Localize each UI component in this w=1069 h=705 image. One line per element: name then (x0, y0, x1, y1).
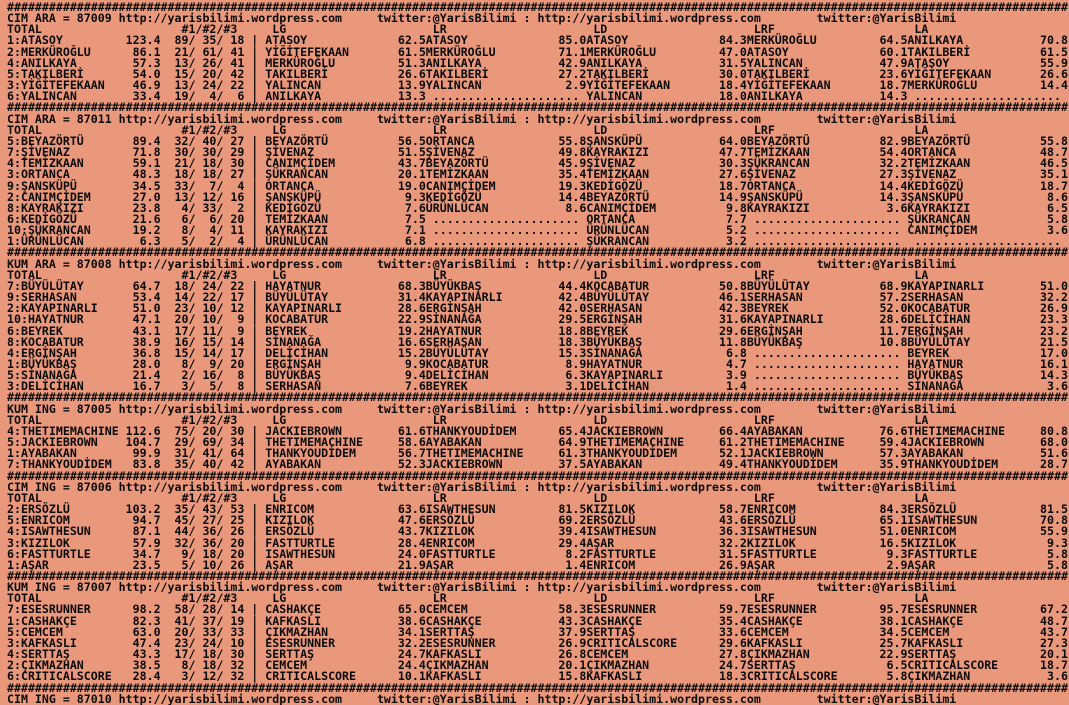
race-section-87011 (7, 102, 1069, 247)
race-section-87005 (7, 392, 1069, 470)
section-header-line: KUM ING = 87007 http://yarisbilimi.wordpress.com twitter:@YarisBilimi : http://yarisbilimi.wordpress.com twitter:@YarisBilimi (7, 580, 957, 595)
data-row: 5:TAKILBERİ 54.0 15/ 20/ 42 | TAKILBERİ 26.6TAKILBERİ 27.2TAKILBERİ 30.0TAKILBERİ 23.6YİĞİTEFEKAAN 26.6 (7, 66, 1068, 81)
data-row: 5:JACKIEBROWN 104.7 29/ 69/ 34 | THETIMEMACHINE 58.6AYABAKAN 64.9THETIMEMACHINE 61.2THETIMEMACHINE 59.4JACKIEBROWN 68.0 (7, 435, 1068, 450)
separator-line: ######################################################################################################################################################## (7, 0, 1068, 14)
data-row: 7:ESESRUNNER 98.2 58/ 28/ 14 | CASHAKÇE 65.0CEMCEM 58.3ESESRUNNER 59.7ESESRUNNER 95.7ESESRUNNER 67.2 (7, 602, 1068, 617)
race-section-87009 (7, 2, 1069, 102)
data-row: 9:ŞANSKÜPÜ 34.5 33/ 7/ 4 | ORTANCA 19.0CANIMÇİDEM 19.3KEDİGÖZÜ 18.7ORTANCA 14.4KEDİGÖZÜ 18.7 (7, 178, 1068, 193)
data-row: 6:CRITICALSCORE 28.4 3/ 12/ 32 | CRITICALSCORE 10.1KAFKASLI 15.8KAFKASLI 18.3CRITICALSCORE 5.8ÇIKMAZHAN 3.6 (7, 669, 1068, 684)
section-header-line: CIM ARA = 87011 http://yarisbilimi.wordpress.com twitter:@YarisBilimi : http://yarisbilimi.wordpress.com twitter:@YarisBilimi (7, 111, 957, 126)
race-section-87007 (7, 568, 1069, 684)
data-row: 4:ISAWTHESUN 87.1 44/ 36/ 26 | ERSÖZLÜ 43.7KIZILOK 39.4ISAWTHESUN 36.3ISAWTHESUN 51.0ENRICOM 55.9 (7, 524, 1068, 539)
data-row: 7:BÜYÜLÜTAY 64.7 18/ 24/ 22 | HAYATNUR 68.3BÜYÜKBAŞ 44.4KOCABATUR 50.8BÜYÜLÜTAY 68.9KAYAPINARLI 51.0 (7, 278, 1068, 293)
data-row: 8:KOCABATUR 38.9 16/ 15/ 14 | SİNANAĞA 16.6SERHASAN 18.3BÜYÜKBAŞ 11.8BÜYÜKBAŞ 10.8BÜYÜLÜTAY 21.5 (7, 334, 1068, 349)
data-row: 4:SERTTAŞ 43.3 17/ 18/ 30 | SERTTAŞ 24.7KAFKASLI 26.8CEMCEM 27.8ÇIKMAZHAN 22.9SERTTAŞ 20.1 (7, 647, 1068, 662)
data-row: 6:YALINCAN 33.4 19/ 4/ 6 | ANILKAYA 13.3 ..................... YALINCAN 18.0ANILKAYA 14.3 ..................... (7, 89, 1068, 104)
data-row: 4:TEMİZKAAN 59.1 21/ 18/ 30 | CANIMÇİDEM 43.7BEYAZÖRTÜ 45.9ŞİVENAZ 30.3ŞÜKRANCAN 32.2TEMİZKAAN 46.5 (7, 156, 1068, 171)
data-row: 8:KAYRAKIZI 23.8 4/ 33/ 2 | KEDİGÖZÜ 7.6ÜRÜNLÜCAN 8.6CANIMÇİDEM 9.8KAYRAKIZI 3.6KAYRAKIZI 6.5 (7, 200, 1068, 215)
data-row: 6:KEDİGÖZÜ 21.6 6/ 6/ 20 | TEMİZKAAN 7.5 ..................... ORTANCA 7.7 ..................... ŞÜKRANCAN 5.8 (7, 211, 1068, 226)
data-row: 4:ANILKAYA 57.3 13/ 26/ 41 | MERKÜROĞLU 51.3ANILKAYA 42.9ANILKAYA 31.5YALINCAN 47.9ATASOY 55.9 (7, 55, 1068, 70)
data-row: 6:FASTTURTLE 34.7 9/ 18/ 20 | ISAWTHESUN 24.0FASTTURTLE 8.2FASTTURTLE 31.5FASTTURTLE 9.3FASTTURTLE 5.8 (7, 546, 1068, 561)
data-row: 10:HAYATNUR 47.1 20/ 10/ 9 | KOCABATUR 22.9SİNANAĞA 29.5ERGİNŞAH 31.6KAYAPINARLI 28.6DELİCİHAN 23.3 (7, 312, 1068, 327)
section-header-line: CIM ING = 87006 http://yarisbilimi.wordpress.com twitter:@YarisBilimi : http://yarisbilimi.wordpress.com twitter:@YarisBilimi (7, 479, 957, 494)
data-row: 5:BEYAZÖRTÜ 89.4 32/ 40/ 27 | BEYAZÖRTÜ 56.5ORTANCA 55.8ŞANSKÜPÜ 64.0BEYAZÖRTÜ 82.9BEYAZÖRTÜ 55.8 (7, 133, 1068, 148)
separator-line: ######################################################################################################################################################## (7, 390, 1068, 405)
data-row: 3:KIZILOK 57.9 32/ 36/ 20 | FASTTURTLE 28.4ENRICOM 29.4AŞAR 32.2KIZILOK 16.5KIZILOK 9.3 (7, 535, 1068, 550)
section-header-line: CIM ARA = 87009 http://yarisbilimi.wordpress.com twitter:@YarisBilimi : http://yarisbilimi.wordpress.com twitter:@YarisBilimi (7, 11, 957, 26)
data-row: 3:KAFKASLI 47.4 23/ 24/ 10 | ESESRUNNER 32.2ESESRUNNER 26.9CRITICALSCORE 29.6KAFKASLI 25.7KAFKASLI 27.3 (7, 635, 1068, 650)
race-section-87008 (7, 247, 1069, 392)
data-row: 1:AŞAR 23.5 5/ 10/ 26 | AŞAR 21.9AŞAR 1.4ENRICOM 26.9AŞAR 2.9AŞAR 5.8 (7, 557, 1068, 572)
section-header-line: CIM ING = 87010 http://yarisbilimi.wordpress.com twitter:@YarisBilimi : http://yarisbilimi.wordpress.com twitter:@YarisBilimi (7, 691, 957, 705)
column-header-line: TOTAL #1/#2/#3 LG LR LD LRF LA (7, 122, 929, 137)
data-row: 5:ENRICOM 94.7 45/ 27/ 25 | KIZILOK 47.6ERSÖZLÜ 69.2ERSÖZLÜ 43.6ERSÖZLÜ 65.1ISAWTHESUN 70.8 (7, 513, 1068, 528)
race-section-87010 (7, 680, 1069, 705)
race-section-87006 (7, 468, 1069, 572)
data-row: 3:YİĞİTEFEKAAN 46.9 13/ 24/ 22 | YALINCAN 13.9YALINCAN 2.9YİĞİTEFEKAAN 18.4YİĞİTEFEKAAN 18.7MERKÜROĞLU 14.4 (7, 78, 1068, 93)
data-row: 7:THANKYOUDİDEM 83.8 35/ 40/ 42 | AYABAKAN 52.3JACKIEBROWN 37.5AYABAKAN 49.4THANKYOUDİDEM 35.9THANKYOUDİDEM 28.7 (7, 457, 1068, 472)
data-row: 5:SİNANAĞA 21.4 2/ 16/ 8 | BÜYÜKBAŞ 9.4DELİCİHAN 6.3KAYAPINARLI 3.9 ..................... BÜYÜKBAŞ 14.3 (7, 368, 1068, 383)
data-row: 1:CASHAKÇE 82.3 41/ 37/ 19 | KAFKASLI 38.6CASHAKÇE 43.3CASHAKÇE 35.4CASHAKÇE 38.1CASHAKÇE 48.7 (7, 613, 1068, 628)
data-row: 4:THETIMEMACHINE 112.6 75/ 20/ 30 | JACKIEBROWN 61.6THANKYOUDİDEM 65.4JACKIEBROWN 66.4AYABAKAN 76.6THETIMEMACHINE 80.8 (7, 423, 1068, 438)
data-row: 1:ATASOY 123.4 89/ 35/ 18 | ATASOY 62.5ATASOY 85.0ATASOY 84.3MERKÜROĞLU 64.5ANILKAYA 70.8 (7, 33, 1068, 48)
data-row: 10:ŞÜKRANCAN 19.2 8/ 4/ 11 | KAYRAKIZI 7.1 ..................... ÜRÜNLÜCAN 5.2 ..................... CANIMÇİDEM 3.6 (7, 223, 1068, 238)
column-header-line: TOTAL #1/#2/#3 LG LR LD LRF LA (7, 412, 929, 427)
data-row: 2:KAYAPINARLI 51.0 23/ 10/ 12 | KAYAPINARLI 28.6ERGİNŞAH 42.0SERHASAN 42.3BEYREK 52.0KOCABATUR 26.9 (7, 301, 1068, 316)
separator-line: ######################################################################################################################################################## (7, 568, 1068, 583)
separator-line: ######################################################################################################################################################## (7, 100, 1068, 115)
separator-line: ######################################################################################################################################################## (7, 245, 1068, 260)
data-row: 4:ERGİNŞAH 36.8 15/ 14/ 17 | DELİCİHAN 15.2BÜYÜLÜTAY 15.3SİNANAĞA 6.8 ..................... BEYREK 17.0 (7, 345, 1068, 360)
data-row: 1:BÜYÜKBAŞ 28.0 8/ 9/ 20 | ERGİNŞAH 9.9KOCABATUR 8.9HAYATNUR 4.7 ..................... HAYATNUR 16.1 (7, 357, 1068, 371)
column-header-line: TOTAL #1/#2/#3 LG LR LD LRF LA (7, 490, 929, 505)
column-header-line: TOTAL #1/#2/#3 LG LR LD LRF LA (7, 591, 929, 606)
separator-line: ######################################################################################################################################################## (7, 680, 1068, 695)
data-row: 6:BEYREK 43.1 17/ 11/ 9 | BEYREK 19.2HAYATNUR 18.8BEYREK 29.6ERGİNŞAH 11.7ERGİNŞAH 23.2 (7, 323, 1068, 338)
data-row: 2:ERSÖZLÜ 103.2 35/ 43/ 53 | ENRICOM 63.6ISAWTHESUN 81.5KIZILOK 58.7ENRICOM 84.3ERSÖZLÜ 81.5 (7, 502, 1068, 517)
separator-line: ######################################################################################################################################################## (7, 468, 1068, 483)
data-row: 2:CANIMÇİDEM 27.0 13/ 12/ 16 | ŞANSKÜPÜ 9.3KEDİGÖZÜ 14.4BEYAZÖRTÜ 14.9ŞANSKÜPÜ 14.3ŞANSKÜPÜ 8.6 (7, 189, 1068, 204)
column-header-line: TOTAL #1/#2/#3 LG LR LD LRF LA (7, 22, 929, 37)
data-row: 2:MERKÜROĞLU 86.1 21/ 61/ 41 | YİĞİTEFEKAAN 61.5MERKÜROĞLU 71.1MERKÜROĞLU 47.0ATASOY 60.1TAKILBERİ 61.5 (7, 44, 1068, 59)
section-header-line: KUM ING = 87005 http://yarisbilimi.wordpress.com twitter:@YarisBilimi : http://yarisbilimi.wordpress.com twitter:@YarisBilimi (7, 401, 957, 416)
data-row: 3:DELİCİHAN 16.7 3/ 5/ 8 | SERHASAN 7.6BEYREK 3.1DELİCİHAN 1.4 ..................... SİNANAĞA 3.6 (7, 379, 1068, 394)
data-row: 1:ÜRÜNLÜCAN 6.3 5/ 2/ 4 | ÜRÜNLÜCAN 6.8 ..................... ŞÜKRANCAN 3.2 ..................... ..................... (7, 234, 1068, 249)
data-row: 5:CEMCEM 63.0 20/ 33/ 33 | ÇIKMAZHAN 34.1SERTTAŞ 37.9SERTTAŞ 33.6CEMCEM 34.5CEMCEM 43.7 (7, 624, 1068, 639)
section-header-line: KUM ARA = 87008 http://yarisbilimi.wordpress.com twitter:@YarisBilimi : http://yarisbilimi.wordpress.com twitter:@YarisBilimi (7, 256, 957, 271)
data-row: 9:SERHASAN 53.4 14/ 22/ 17 | BÜYÜLÜTAY 31.4KAYAPINARLI 42.4BÜYÜLÜTAY 46.1SERHASAN 57.2SERHASAN 32.2 (7, 290, 1068, 305)
data-row: 7:ŞİVENAZ 71.8 30/ 30/ 29 | ŞİVENAZ 51.5ŞİVENAZ 49.8KAYRAKIZI 47.7TEMİZKAAN 54.4ORTANCA 48.7 (7, 145, 1068, 160)
data-row: 2:ÇIKMAZHAN 38.5 8/ 18/ 32 | CEMCEM 24.4ÇIKMAZHAN 20.1ÇIKMAZHAN 24.7SERTTAŞ 6.5CRITICALSCORE 18.7 (7, 658, 1068, 673)
column-header-line: TOTAL #1/#2/#3 LG LR LD LRF LA (7, 267, 929, 282)
data-row: 3:ORTANCA 48.3 18/ 18/ 27 | ŞÜKRANCAN 20.1TEMİZKAAN 35.4TEMİZKAAN 27.6ŞİVENAZ 27.3ŞİVENAZ 35.1 (7, 167, 1068, 182)
data-row: 1:AYABAKAN 99.9 31/ 41/ 64 | THANKYOUDİDEM 56.7THETIMEMACHINE 61.3THANKYOUDİDEM 52.1JACKIEBROWN 57.3AYABAKAN 51.6 (7, 446, 1068, 461)
